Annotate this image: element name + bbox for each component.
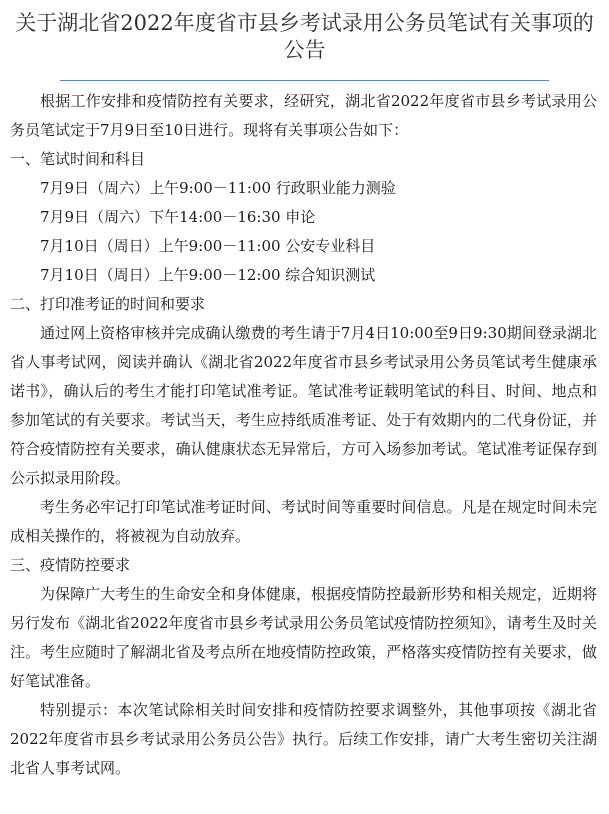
schedule-item: 7月9日（周六）下午14:00－16:30 申论	[40, 208, 316, 226]
schedule-item: 7月10日（周日）上午9:00－12:00 综合知识测试	[40, 266, 376, 284]
admission-ticket-paragraph: 通过网上资格审核并完成确认缴费的考生请于7月4日10:00至9日9:30期间登录湖北省人事考试网，阅读并确认《湖北省2022年度省市县乡考试录用公务员笔试考生健康承诺书》，确认后的考生才能打印笔试准考证。笔试准考证载明笔试的科目、时间、地点和参加笔试的有关要求。考试当天，考生应持纸质准考证、处于有效期内的二代身份证，并符合疫情防控有关要求，确认健康状态无异常后，方可入场参加考试。笔试准考证保存到公示拟录用阶段。	[10, 324, 597, 487]
special-notice-paragraph: 特别提示：本次笔试除相关时间安排和疫情防控要求调整外，其他事项按《湖北省2022年度省市县乡考试录用公务员公告》执行。后续工作安排，请广大考生密切关注湖北省人事考试网。	[10, 701, 597, 777]
admission-reminder-paragraph: 考生务必牢记打印笔试准考证时间、考试时间等重要时间信息。凡是在规定时间未完成相关操作的，将被视为自动放弃。	[10, 498, 597, 545]
schedule-item: 7月9日（周六）上午9:00－11:00 行政职业能力测验	[40, 179, 396, 197]
section-heading-exam-time: 一、笔试时间和科目	[10, 150, 146, 168]
announcement-body	[0, 81, 609, 783]
epidemic-control-paragraph: 为保障广大考生的生命安全和身体健康，根据疫情防控最新形势和相关规定，近期将另行发布《湖北省2022年度省市县乡考试录用公务员笔试疫情防控须知》，请考生及时关注。考生应随时了解湖北省及考点所在地疫情防控政策，严格落实疫情防控有关要求，做好笔试准备。	[10, 585, 597, 690]
section-heading-epidemic-control: 三、疫情防控要求	[10, 556, 131, 574]
intro-paragraph: 根据工作安排和疫情防控有关要求，经研究，湖北省2022年度省市县乡考试录用公务员笔试定于7月9日至10日进行。现将有关事项公告如下：	[10, 92, 597, 139]
section-heading-admission-ticket: 二、打印准考证的时间和要求	[10, 295, 206, 313]
announcement-title: 关于湖北省2022年度省市县乡考试录用公务员笔试有关事项的公告	[15, 11, 594, 62]
schedule-item: 7月10日（周日）上午9:00－11:00 公安专业科目	[40, 237, 376, 255]
